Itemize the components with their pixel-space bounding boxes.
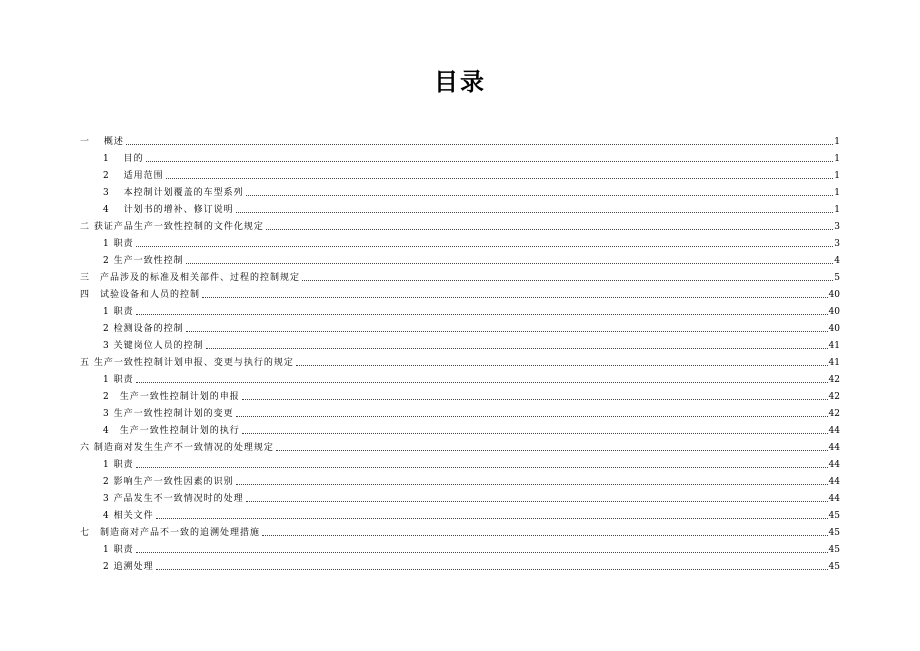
toc-entry[interactable]	[80, 386, 840, 403]
toc-entry[interactable]	[80, 131, 840, 148]
toc-leader-dots	[166, 177, 834, 179]
toc-entry-page: 40	[828, 324, 840, 334]
toc-entry-page: 5	[834, 273, 840, 283]
toc-leader-dots	[266, 228, 833, 230]
toc-leader-dots	[136, 245, 834, 247]
toc-entry-page: 45	[828, 545, 840, 555]
toc-entry-label: 2 生产一致性控制	[103, 256, 184, 266]
toc-entry-page: 4	[834, 256, 840, 266]
toc-entry-page: 44	[828, 443, 840, 453]
toc-leader-dots	[296, 364, 828, 366]
toc-entry-label: 1 职责	[103, 307, 134, 317]
toc-entry-label: 3 本控制计划覆盖的车型系列	[103, 188, 244, 198]
toc-entry-page: 42	[828, 409, 840, 419]
toc-entry[interactable]	[80, 233, 840, 250]
toc-leader-dots	[136, 313, 828, 315]
toc-entry-label: 1 目的	[103, 154, 144, 164]
toc-entry-page: 45	[828, 511, 840, 521]
toc-entry-page: 3	[834, 239, 840, 249]
toc-entry-page: 45	[828, 562, 840, 572]
toc-leader-dots	[236, 415, 828, 417]
toc-entry-label: 2 影响生产一致性因素的识别	[103, 477, 234, 487]
toc-entry-page: 44	[828, 426, 840, 436]
toc-leader-dots	[186, 330, 828, 332]
toc-leader-dots	[202, 296, 828, 298]
toc-entry-label: 二 获证产品生产一致性控制的文件化规定	[80, 222, 264, 232]
table-of-contents	[80, 131, 840, 573]
toc-entry-label: 4 相关文件	[103, 511, 154, 521]
toc-entry[interactable]	[80, 216, 840, 233]
toc-entry-page: 40	[828, 307, 840, 317]
toc-entry-page: 1	[834, 137, 840, 147]
toc-entry-page: 41	[828, 341, 840, 351]
toc-entry-label: 1 职责	[103, 239, 134, 249]
toc-entry[interactable]	[80, 250, 840, 267]
toc-entry[interactable]	[80, 335, 840, 352]
toc-entry[interactable]	[80, 437, 840, 454]
toc-entry[interactable]	[80, 471, 840, 488]
toc-entry-label: 三 产品涉及的标准及相关部件、过程的控制规定	[80, 273, 301, 283]
page-title: 目录	[434, 67, 486, 96]
toc-entry-label: 五 生产一致性控制计划申报、变更与执行的规定	[80, 358, 294, 368]
toc-leader-dots	[236, 483, 828, 485]
toc-leader-dots	[156, 517, 828, 519]
toc-entry[interactable]	[80, 301, 840, 318]
toc-entry-label: 2 追溯处理	[103, 562, 154, 572]
toc-entry-label: 一 概述	[80, 137, 124, 147]
toc-leader-dots	[276, 449, 828, 451]
toc-entry[interactable]	[80, 369, 840, 386]
toc-entry-label: 3 关键岗位人员的控制	[103, 341, 204, 351]
toc-entry-page: 41	[828, 358, 840, 368]
toc-leader-dots	[262, 534, 828, 536]
toc-entry[interactable]	[80, 148, 840, 165]
toc-leader-dots	[136, 466, 828, 468]
toc-entry-label: 六 制造商对发生生产不一致情况的处理规定	[80, 443, 274, 453]
toc-entry-label: 1 职责	[103, 375, 134, 385]
toc-entry-page: 42	[828, 375, 840, 385]
toc-entry-page: 42	[828, 392, 840, 402]
toc-entry[interactable]	[80, 318, 840, 335]
toc-entry-label: 2 适用范围	[103, 171, 164, 181]
toc-entry[interactable]	[80, 284, 840, 301]
toc-entry-label: 2 生产一致性控制计划的申报	[103, 392, 240, 402]
toc-entry-label: 2 检测设备的控制	[103, 324, 184, 334]
toc-entry-label: 3 产品发生不一致情况时的处理	[103, 494, 244, 504]
toc-entry-label: 1 职责	[103, 545, 134, 555]
toc-entry-page: 1	[834, 171, 840, 181]
toc-entry[interactable]	[80, 505, 840, 522]
toc-entry-page: 45	[828, 528, 840, 538]
toc-entry[interactable]	[80, 403, 840, 420]
toc-leader-dots	[246, 500, 828, 502]
toc-entry[interactable]	[80, 556, 840, 573]
toc-entry[interactable]	[80, 539, 840, 556]
toc-entry[interactable]	[80, 522, 840, 539]
toc-leader-dots	[242, 398, 828, 400]
toc-leader-dots	[236, 211, 834, 213]
toc-entry-page: 1	[834, 154, 840, 164]
toc-entry-page: 1	[834, 188, 840, 198]
toc-leader-dots	[136, 381, 828, 383]
toc-entry[interactable]	[80, 182, 840, 199]
toc-leader-dots	[136, 551, 828, 553]
toc-entry[interactable]	[80, 199, 840, 216]
toc-entry[interactable]	[80, 267, 840, 284]
toc-entry[interactable]	[80, 420, 840, 437]
toc-entry[interactable]	[80, 165, 840, 182]
toc-entry-label: 3 生产一致性控制计划的变更	[103, 409, 234, 419]
toc-entry[interactable]	[80, 352, 840, 369]
toc-leader-dots	[146, 160, 834, 162]
toc-leader-dots	[302, 279, 833, 281]
toc-entry-label: 七 制造商对产品不一致的追溯处理措施	[80, 528, 261, 538]
toc-entry-page: 44	[828, 477, 840, 487]
toc-leader-dots	[186, 262, 834, 264]
toc-leader-dots	[126, 143, 833, 145]
toc-entry-label: 1 职责	[103, 460, 134, 470]
toc-leader-dots	[242, 432, 828, 434]
toc-entry-page: 44	[828, 494, 840, 504]
toc-entry-label: 4 生产一致性控制计划的执行	[103, 426, 240, 436]
toc-entry[interactable]	[80, 488, 840, 505]
toc-entry-page: 40	[828, 290, 840, 300]
toc-entry-page: 44	[828, 460, 840, 470]
toc-entry[interactable]	[80, 454, 840, 471]
toc-entry-label: 四 试验设备和人员的控制	[80, 290, 201, 300]
toc-leader-dots	[156, 568, 828, 570]
toc-entry-page: 1	[834, 205, 840, 215]
toc-leader-dots	[246, 194, 834, 196]
toc-entry-page: 3	[834, 222, 840, 232]
toc-entry-label: 4 计划书的增补、修订说明	[103, 205, 234, 215]
toc-leader-dots	[206, 347, 828, 349]
